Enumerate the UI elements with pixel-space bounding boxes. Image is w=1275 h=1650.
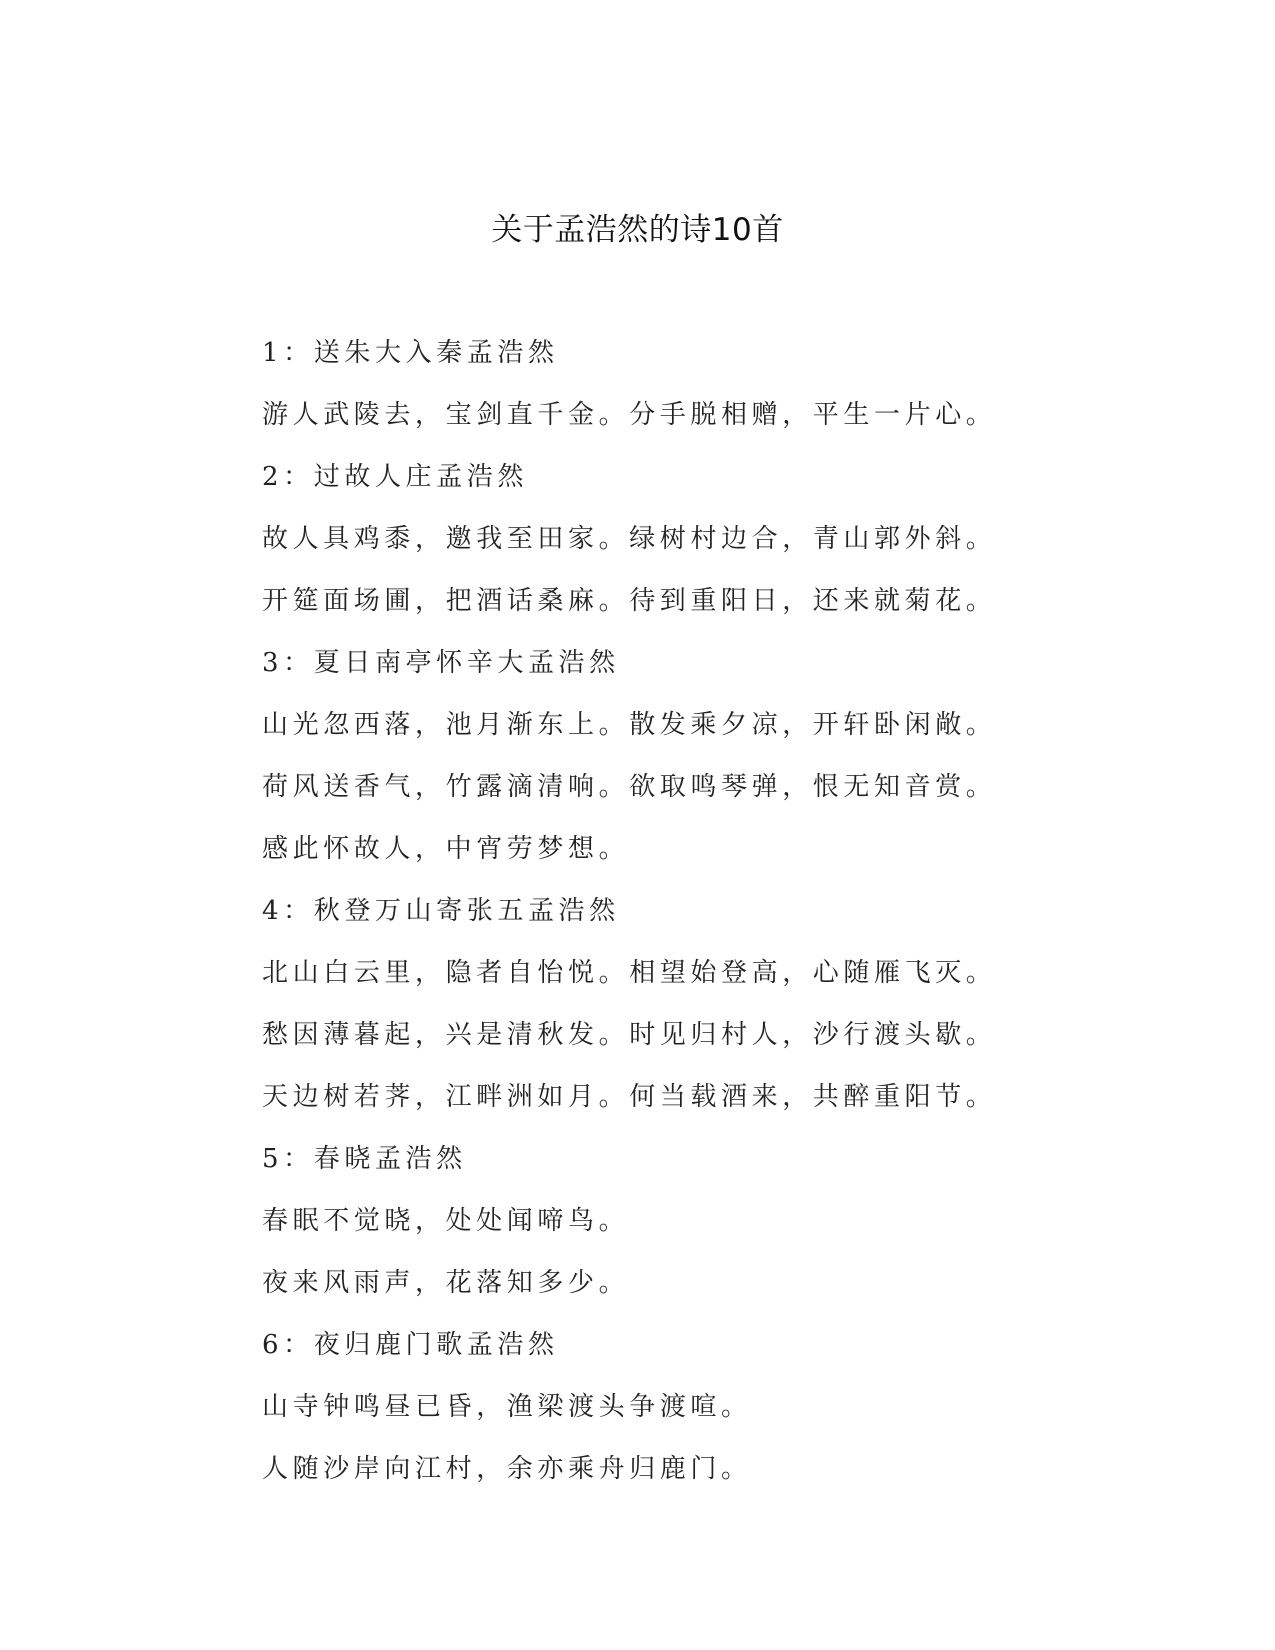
poem-line: 感此怀故人，中宵劳梦想。 [262,834,630,864]
poem-heading: 4：秋登万山寄张五孟浩然 [262,896,620,926]
poem-heading: 2：过故人庄孟浩然 [262,462,528,492]
poem-content [262,322,1022,1500]
poem-line: 人随沙岸向江村，余亦乘舟归鹿门。 [262,1454,752,1484]
poem-line: 春眠不觉晓，处处闻啼鸟。 [262,1206,630,1236]
poem-line: 荷风送香气，竹露滴清响。欲取鸣琴弹，恨无知音赏。 [262,772,997,802]
poem-line: 山寺钟鸣昼已昏，渔梁渡头争渡喧。 [262,1392,752,1422]
poem-heading: 1：送朱大入秦孟浩然 [262,338,559,368]
document-title: 关于孟浩然的诗10首 [491,212,784,248]
poem-line: 天边树若荠，江畔洲如月。何当载酒来，共醉重阳节。 [262,1082,997,1112]
poem-line: 夜来风雨声，花落知多少。 [262,1268,630,1298]
poem-heading: 6：夜归鹿门歌孟浩然 [262,1330,559,1360]
poem-line: 山光忽西落，池月渐东上。散发乘夕凉，开轩卧闲敞。 [262,710,997,740]
poem-line: 北山白云里，隐者自怡悦。相望始登高，心随雁飞灭。 [262,958,997,988]
poem-line: 游人武陵去，宝剑直千金。分手脱相赠，平生一片心。 [262,400,997,430]
poem-heading: 3：夏日南亭怀辛大孟浩然 [262,648,620,678]
poem-line: 故人具鸡黍，邀我至田家。绿树村边合，青山郭外斜。 [262,524,997,554]
poem-line: 开筵面场圃，把酒话桑麻。待到重阳日，还来就菊花。 [262,586,997,616]
poem-line: 愁因薄暮起，兴是清秋发。时见归村人，沙行渡头歇。 [262,1020,997,1050]
poem-heading: 5：春晓孟浩然 [262,1144,467,1174]
